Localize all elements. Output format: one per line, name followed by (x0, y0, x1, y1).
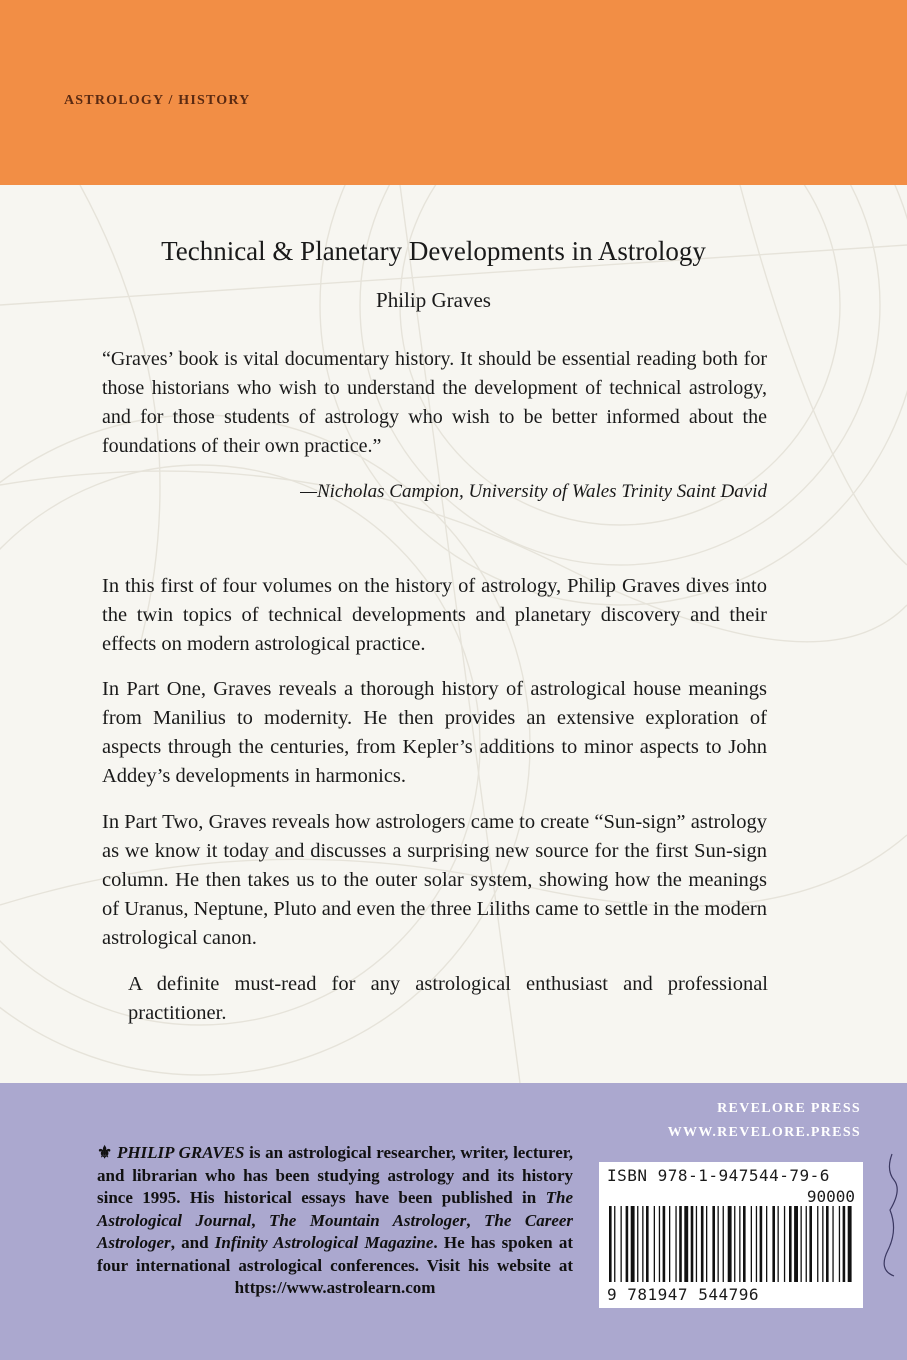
barcode-bar (675, 1206, 676, 1282)
barcode-bar (723, 1206, 724, 1282)
barcode-bar (684, 1206, 688, 1282)
barcode-bar (739, 1206, 740, 1282)
barcode-bar (839, 1206, 840, 1282)
barcode-bar (663, 1206, 666, 1282)
barcode-bar (806, 1206, 807, 1282)
signature-mark (880, 1150, 904, 1280)
bio-text-1: is an astrological researcher, writer, lecturer, and librarian who has been studying astrology and its history since 1995. His historical essays have been published in (97, 1143, 574, 1207)
barcode-bar (789, 1206, 792, 1282)
barcode-bar (718, 1206, 719, 1282)
barcode-bar (766, 1206, 767, 1282)
bio-publication-4: Infinity Astrological Magazine (214, 1233, 434, 1252)
description-paragraph-4: A definite must-read for any astrological enthusiast and professional practitioner. (128, 973, 768, 1024)
bio-text-2: . He has spoken at four international astrological conferences. Visit his website at https://www.astrolearn.com (97, 1233, 573, 1297)
barcode-bar (642, 1206, 643, 1282)
description-paragraph-1: In this first of four volumes on the history of astrology, Philip Graves dives into the twin topics of technical developments and planetary discovery and their effects on modern astrological practice. (102, 575, 767, 655)
category-label: ASTROLOGY / HISTORY (64, 93, 251, 108)
publisher-name: REVELORE PRESS (717, 1101, 861, 1116)
barcode-bar (743, 1206, 746, 1282)
barcode-bar (734, 1206, 735, 1282)
bio-separator-1: , (251, 1210, 269, 1230)
barcode-bar (614, 1206, 615, 1282)
isbn-number: ISBN 978-1-947544-79-6 (607, 1166, 830, 1185)
barcode-bar (696, 1206, 697, 1282)
description-paragraph-3: In Part Two, Graves reveals how astrologers came to create “Sun-sign” astrology as we know it today and discusses a surprising new source for the first Sun-sign column. He then takes us to the outer solar system, showing how the meanings of Uranus, Neptune, Pluto and even the three Liliths came to settle in the modern astrological canon. (102, 811, 767, 949)
barcode-bar (784, 1206, 785, 1282)
barcode-bar (691, 1206, 694, 1282)
barcode-bar (631, 1206, 635, 1282)
barcode-bar (621, 1206, 622, 1282)
barcode-bar (817, 1206, 818, 1282)
bio-publication-3: The Career Astrologer (97, 1210, 574, 1252)
endorsement-quote: “Graves’ book is vital documentary history. It should be essential reading both for those historians who wish to understand the development of technical astrology, and for those students of astrology who wish to be better informed about the foundations of their own practice.” (102, 348, 767, 457)
barcode-bar (712, 1206, 715, 1282)
isbn-barcode (599, 1162, 863, 1308)
barcode-bar (751, 1206, 752, 1282)
description-paragraph-2: In Part One, Graves reveals a thorough history of astrological house meanings from Manilius to modernity. He then provides an extensive exploration of aspects through the centuries, from Kepler’s additions to minor aspects to John Addey’s developments in harmonics. (102, 678, 767, 787)
barcode-bar (706, 1206, 707, 1282)
bio-separator-3: , and (170, 1233, 215, 1252)
bio-author-name: PHILIP GRAVES (116, 1143, 245, 1162)
barcode-bar (669, 1206, 670, 1282)
barcode-bar (701, 1206, 704, 1282)
barcode-bar (826, 1206, 829, 1282)
endorsement-source: —Nicholas Campion, University of Wales Trinity Saint David (300, 481, 767, 502)
book-title: Technical & Planetary Developments in Astrology (161, 236, 706, 266)
barcode-bar (794, 1206, 798, 1282)
barcode-bar (760, 1206, 763, 1282)
barcode-bar (679, 1206, 682, 1282)
barcode-bar (728, 1206, 732, 1282)
bio-separator-2: , (466, 1210, 485, 1230)
barcode-bar (848, 1206, 852, 1282)
barcode-bar (756, 1206, 757, 1282)
barcode-bar (843, 1206, 846, 1282)
author-bio (97, 1142, 573, 1300)
barcode-digits: 9 781947 544796 (607, 1285, 759, 1304)
flourish-icon: ⚜ (97, 1143, 113, 1162)
book-author: Philip Graves (376, 288, 491, 312)
barcode-bar (654, 1206, 655, 1282)
barcode-bar (778, 1206, 779, 1282)
price-code: 90000 (806, 1187, 855, 1206)
barcode-bar (772, 1206, 775, 1282)
bio-publication-2: The Mountain Astrologer (268, 1210, 467, 1230)
barcode-bar (626, 1206, 629, 1282)
barcode-bar (646, 1206, 649, 1282)
top-color-band (0, 0, 907, 185)
publisher-url[interactable]: WWW.REVELORE.PRESS (667, 1125, 861, 1140)
bio-publication-1: The Astrological Journal (97, 1188, 573, 1230)
barcode-bar (822, 1206, 823, 1282)
barcode-bar (609, 1206, 612, 1282)
barcode-bar (801, 1206, 802, 1282)
barcode-bar (809, 1206, 812, 1282)
barcode-bar (659, 1206, 660, 1282)
barcode-bar (637, 1206, 638, 1282)
barcode-bar (832, 1206, 833, 1282)
